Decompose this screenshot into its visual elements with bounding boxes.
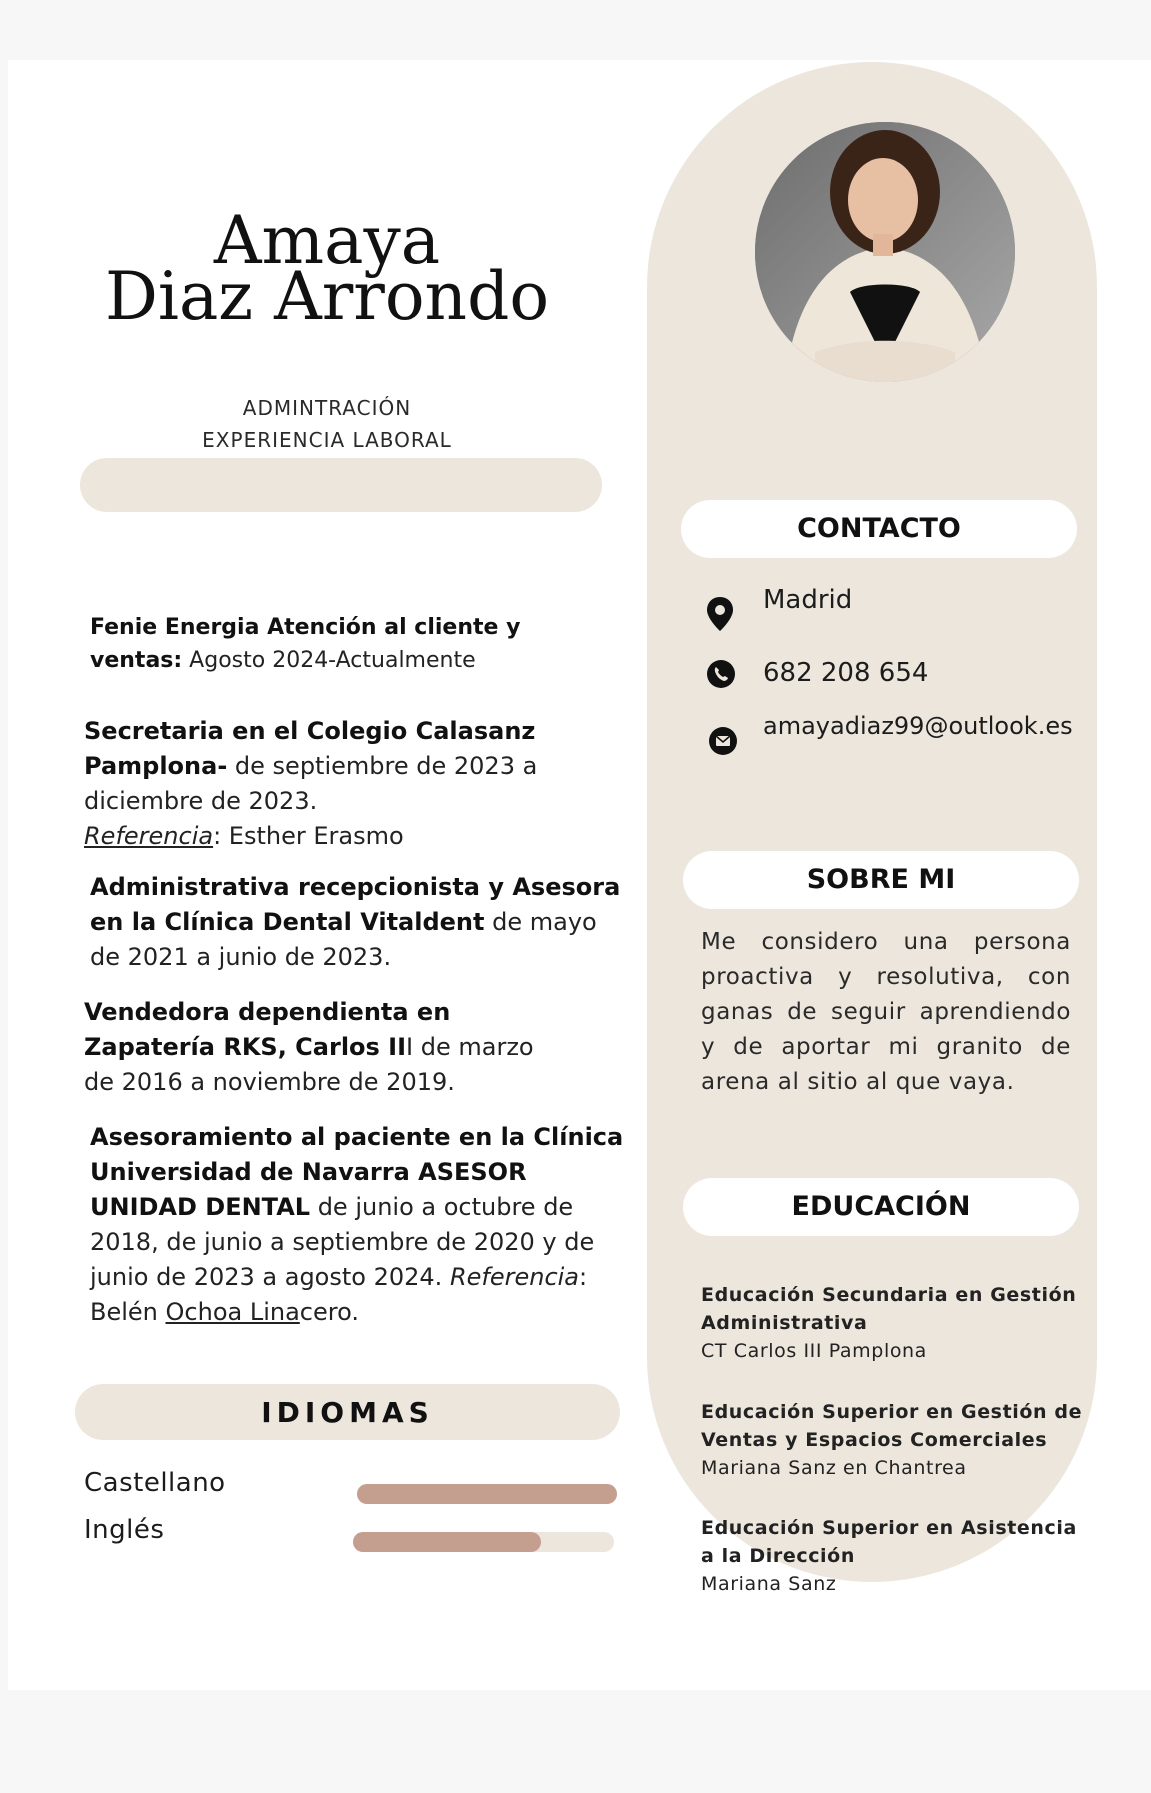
language-level-fill: [357, 1484, 617, 1504]
education-school: CT Carlos III Pamplona: [701, 1340, 927, 1362]
language-name: Inglés: [84, 1515, 165, 1545]
contact-email[interactable]: amayadiaz99@outlook.es: [763, 712, 1073, 740]
experience-item-4: [84, 995, 564, 1100]
experience-detail: de septiembre de 2023 a diciembre de 2023.: [84, 752, 538, 815]
education-item: [701, 1398, 1091, 1482]
about-text: Me considero una persona proactiva y resolutiva, con ganas de seguir aprendiendo y de aportar mi granito de arena al sitio al que vaya.: [701, 929, 1071, 1095]
experience-item-3: [90, 870, 625, 975]
experience-title: Vendedora dependienta en Zapatería RKS, Carlos II: [84, 998, 451, 1061]
experience-title: Secretaria en el Colegio Calasanz Pamplona-: [84, 717, 536, 780]
last-name: Diaz Arrondo: [104, 258, 550, 335]
location-pin-icon: [706, 596, 734, 636]
language-name: Castellano: [84, 1468, 226, 1498]
experience-item-2: [84, 714, 564, 854]
subtitle-line2: EXPERIENCIA LABORAL: [202, 428, 452, 452]
experience-item-5: [90, 1120, 625, 1330]
reference-name-underlined: Ochoa Lina: [165, 1298, 300, 1326]
contact-location: Madrid: [763, 585, 853, 615]
email-icon: [708, 726, 738, 760]
language-level-bar: [353, 1532, 614, 1552]
experience-item-1: [90, 611, 550, 677]
first-name: Amaya: [213, 202, 441, 279]
education-school: Mariana Sanz: [701, 1573, 837, 1595]
contact-phone[interactable]: 682 208 654: [763, 658, 929, 688]
experience-detail: de mayo de 2021 a junio de 2023.: [90, 908, 597, 971]
education-title: Educación Superior en Gestión de Ventas y Espacios Comerciales: [701, 1401, 1083, 1451]
language-level-fill: [353, 1532, 541, 1552]
subtitle-line1: ADMINTRACIÓN: [242, 396, 412, 420]
education-item: [701, 1514, 1091, 1598]
experience-detail: de junio a octubre de 2018, de junio a septiembre de 2020 y de junio de 2023 a agosto 2024.: [90, 1193, 595, 1291]
education-title: Educación Secundaria en Gestión Administrativa: [701, 1284, 1077, 1334]
reference-value: : Belén: [90, 1263, 588, 1326]
education-title: Educación Superior en Asistencia a la Dirección: [701, 1517, 1077, 1567]
reference-name-tail: cero.: [299, 1298, 359, 1326]
about-heading: SOBRE MI: [683, 851, 1079, 909]
education-heading: EDUCACIÓN: [683, 1178, 1079, 1236]
reference-label: Referencia: [449, 1263, 580, 1291]
decorative-pill: [80, 458, 602, 512]
phone-icon: [706, 659, 736, 693]
profile-photo: [755, 122, 1015, 382]
language-level-bar: [357, 1484, 617, 1504]
education-school: Mariana Sanz en Chantrea: [701, 1457, 967, 1479]
reference-value: : Esther Erasmo: [213, 822, 404, 850]
experience-title: Fenie Energia Atención al cliente y ventas:: [90, 615, 521, 673]
experience-title: Asesoramiento al paciente en la Clínica Universidad de Navarra ASESOR UNIDAD DENTAL: [90, 1123, 624, 1221]
profile-photo-illustration: [755, 122, 1015, 382]
languages-heading: IDIOMAS: [261, 1396, 434, 1429]
experience-detail: I de marzo de 2016 a noviembre de 2019.: [84, 1033, 534, 1096]
reference-label: Referencia: [84, 822, 214, 850]
experience-title: Administrativa recepcionista y Asesora en la Clínica Dental Vitaldent: [90, 873, 621, 936]
education-item: [701, 1281, 1091, 1365]
contact-heading: CONTACTO: [681, 500, 1077, 558]
experience-detail: Agosto 2024-Actualmente: [182, 648, 476, 673]
